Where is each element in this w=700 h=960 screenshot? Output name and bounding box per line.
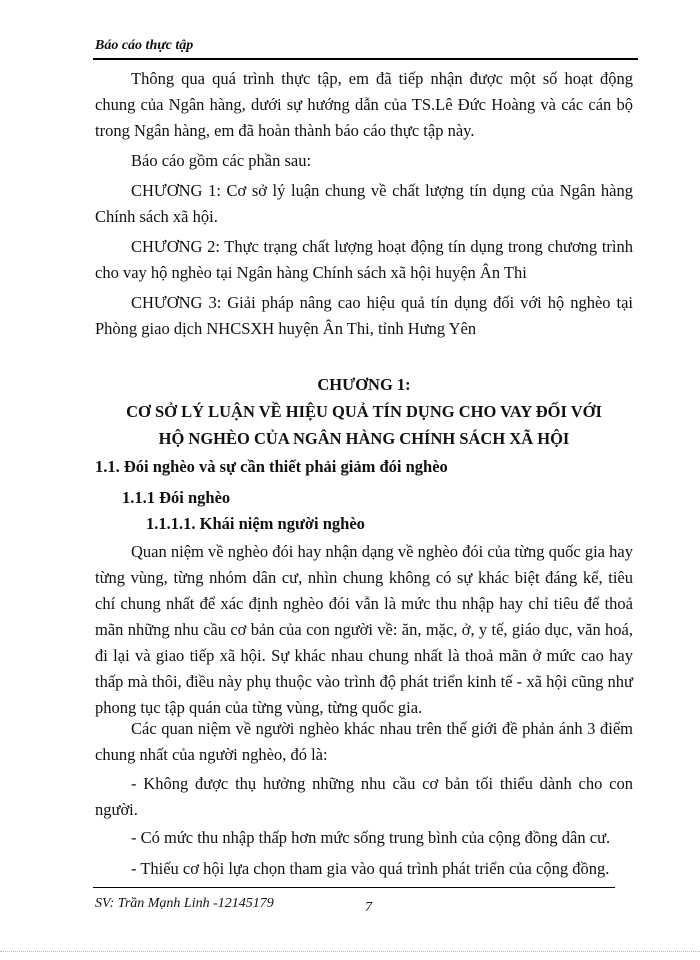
chapter-title-line1: CƠ SỞ LÝ LUẬN VỀ HIỆU QUẢ TÍN DỤNG CHO VAY ĐỐI VỚI bbox=[126, 402, 602, 421]
section-1-1-heading: 1.1. Đói nghèo và sự cần thiết phải giảm đói nghèo bbox=[95, 457, 448, 476]
chapter-summary-1: CHƯƠNG 1: Cơ sở lý luận chung về chất lượng tín dụng của Ngân hàng Chính sách xã hội. bbox=[95, 181, 633, 226]
bullet-item-1: - Không được thụ hưởng những nhu cầu cơ bản tối thiểu dành cho con người. bbox=[95, 774, 633, 819]
bullet-item-3: - Thiếu cơ hội lựa chọn tham gia vào quá trình phát triển của cộng đồng. bbox=[131, 859, 610, 878]
body-paragraph-1: Quan niệm về nghèo đói hay nhận dạng về nghèo đói của từng quốc gia hay từng vùng, từng nhóm dân cư, nhìn chung không có sự khác biệt đáng kể, tiêu chí chung nhất để xác định nghèo đói vẫn là mức thu nhập hay chỉ tiêu để thoả mãn những nhu cầu cơ bản của con người về: ăn, mặc, ở, y tế, giáo dục, văn hoá, đi lại và giao tiếp xã hội. Sự khác nhau chung nhất là thoả mãn ở mức cao hay thấp mà thôi, điều này phụ thuộc vào trình độ phát triển kinh tế - xã hội cũng như phong tục tập quán của từng vùng, từng quốc gia. bbox=[95, 542, 633, 717]
footer-student: SV: Trần Mạnh Linh -12145179 bbox=[95, 896, 274, 911]
body-paragraph-2: Các quan niệm về người nghèo khác nhau trên thế giới đề phản ánh 3 điểm chung nhất của người nghèo, đó là: bbox=[95, 719, 633, 764]
header-title: Báo cáo thực tập bbox=[95, 38, 194, 53]
header-rule bbox=[93, 58, 638, 60]
intro-paragraph: Thông qua quá trình thực tập, em đã tiếp nhận được một số hoạt động chung của Ngân hàng, dưới sự hướng dẫn của TS.Lê Đức Hoàng và các cán bộ trong Ngân hàng, em đã hoàn thành báo cáo thực tập này. bbox=[95, 69, 633, 140]
chapter-title-line2: HỘ NGHÈO CỦA NGÂN HÀNG CHÍNH SÁCH XÃ HỘI bbox=[158, 429, 570, 448]
chapter-summary-2: CHƯƠNG 2: Thực trạng chất lượng hoạt động tín dụng trong chương trình cho vay hộ nghèo tại Ngân hàng Chính sách xã hội huyện Ân Thi bbox=[95, 237, 633, 282]
section-1-1-1-heading: 1.1.1 Đói nghèo bbox=[122, 488, 231, 507]
chapter-label: CHƯƠNG 1: bbox=[317, 375, 411, 394]
footer-rule bbox=[93, 887, 615, 888]
parts-intro: Báo cáo gồm các phần sau: bbox=[131, 151, 312, 170]
page-number: 7 bbox=[365, 900, 372, 915]
page-bottom-divider bbox=[0, 951, 700, 952]
chapter-summary-3: CHƯƠNG 3: Giải pháp nâng cao hiệu quả tín dụng đối với hộ nghèo tại Phòng giao dịch NHCSXH huyện Ân Thi, tỉnh Hưng Yên bbox=[95, 293, 633, 338]
bullet-item-2: - Có mức thu nhập thấp hơn mức sống trung bình của cộng đồng dân cư. bbox=[131, 828, 611, 847]
section-1-1-1-1-heading: 1.1.1.1. Khái niệm người nghèo bbox=[146, 514, 365, 533]
